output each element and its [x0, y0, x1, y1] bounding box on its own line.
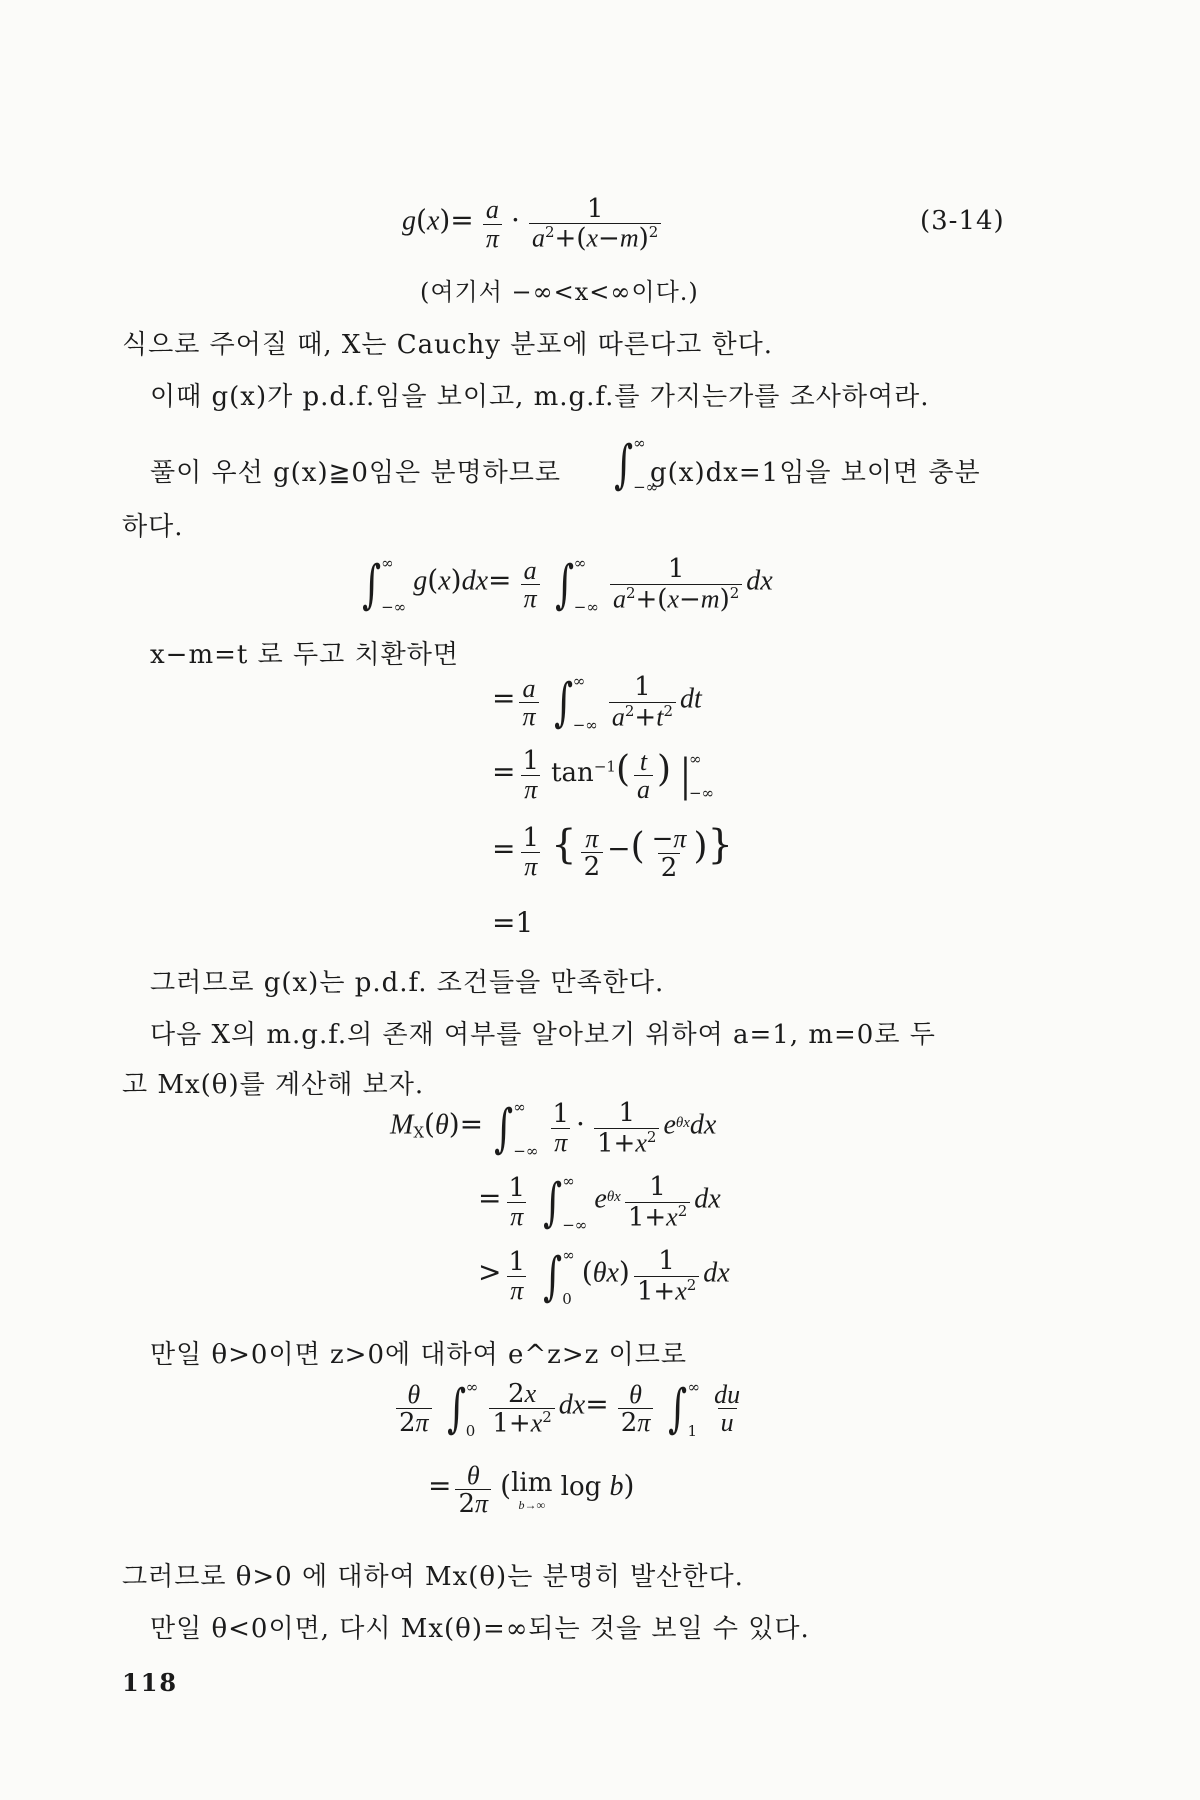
paragraph-line: 그러므로 θ>0 에 대하여 Mx(θ)는 분명히 발산한다.	[122, 1562, 744, 1592]
equation-step: = $\frac{1}{\pi}$ ∫ ∞ −∞ $e^{\theta x}$ $\frac{1}{1+x^2}$ dx	[478, 1172, 721, 1234]
equation-step: > $\frac{1}{\pi}$ ∫ ∞ 0 (θx) $\frac{1}{1+x^2}$ dx	[478, 1246, 730, 1308]
paragraph-line: 풀이 우선 g(x)≧0임은 분명하므로	[150, 458, 561, 488]
paragraph-line: 만일 θ>0이면 z>0에 대하여 e^z>z 이므로	[150, 1340, 687, 1370]
equation-number: (3-14)	[920, 206, 1005, 236]
equation-3-14: g(x)= $\frac{a}{\pi}$ · $\frac{1}{a^2+(x-m)^2}$	[402, 196, 665, 254]
equation-step: = $\frac{\theta}{2\pi}$ ( lim b→∞ log b)	[428, 1461, 635, 1520]
paragraph-line: 식으로 주어질 때, X는 Cauchy 분포에 따른다고 한다.	[122, 330, 773, 360]
page-number: 118	[122, 1668, 179, 1697]
paragraph-line: 고 Mx(θ)를 계산해 보자.	[122, 1070, 425, 1100]
equation-step: = $\frac{a}{\pi}$ ∫ ∞ −∞ $\frac{1}{a^2+t^2}$ dt	[492, 672, 702, 734]
mgf-equation: $M_X(\theta)=$ ∫ ∞ −∞ $\frac{1}{\pi}$ · $\frac{1}{1+x^2}$ $e^{\theta x}dx$	[390, 1098, 717, 1160]
range-note: (여기서 −∞<x<∞이다.)	[420, 278, 699, 306]
paragraph-line: 그러므로 g(x)는 p.d.f. 조건들을 만족한다.	[150, 968, 665, 998]
equation-step: =1	[492, 906, 534, 939]
integral-equation: ∫ ∞ −∞ g(x)dx= $\frac{a}{\pi}$ ∫ ∞ −∞ $\frac{1}{a^2+(x-m)^2}$ dx	[362, 554, 773, 616]
paragraph-line: 다음 X의 m.g.f.의 존재 여부를 알아보기 위하여 a=1, m=0로 두	[150, 1020, 936, 1050]
paragraph-line: g(x)dx=1임을 보이면 충분	[650, 458, 981, 488]
inline-integral: ∫ ∞ −∞	[614, 434, 659, 496]
paragraph-line: x−m=t 로 두고 치환하면	[150, 640, 459, 670]
paragraph-line: 이때 g(x)가 p.d.f.임을 보이고, m.g.f.를 가지는가를 조사하여라.	[150, 382, 930, 412]
paragraph-line: 하다.	[122, 512, 184, 542]
equation-step: = $\frac{1}{\pi}$ { $\frac{\pi}{2}$ −( $\frac{-\pi}{2}$ )}	[492, 822, 733, 883]
equation-step: = $\frac{1}{\pi}$ $\tan^{-1}$( $\frac{t}{a}$ ) | ∞ −∞	[492, 746, 715, 805]
equation-step: $\frac{\theta}{2\pi}$ ∫ ∞ 0 $\frac{2x}{1+x^2}$ dx= $\frac{\theta}{2\pi}$ ∫ ∞ 1 $\frac{du}{u}$	[392, 1378, 747, 1440]
paragraph-line: 만일 θ<0이면, 다시 Mx(θ)=∞되는 것을 보일 수 있다.	[150, 1614, 810, 1644]
